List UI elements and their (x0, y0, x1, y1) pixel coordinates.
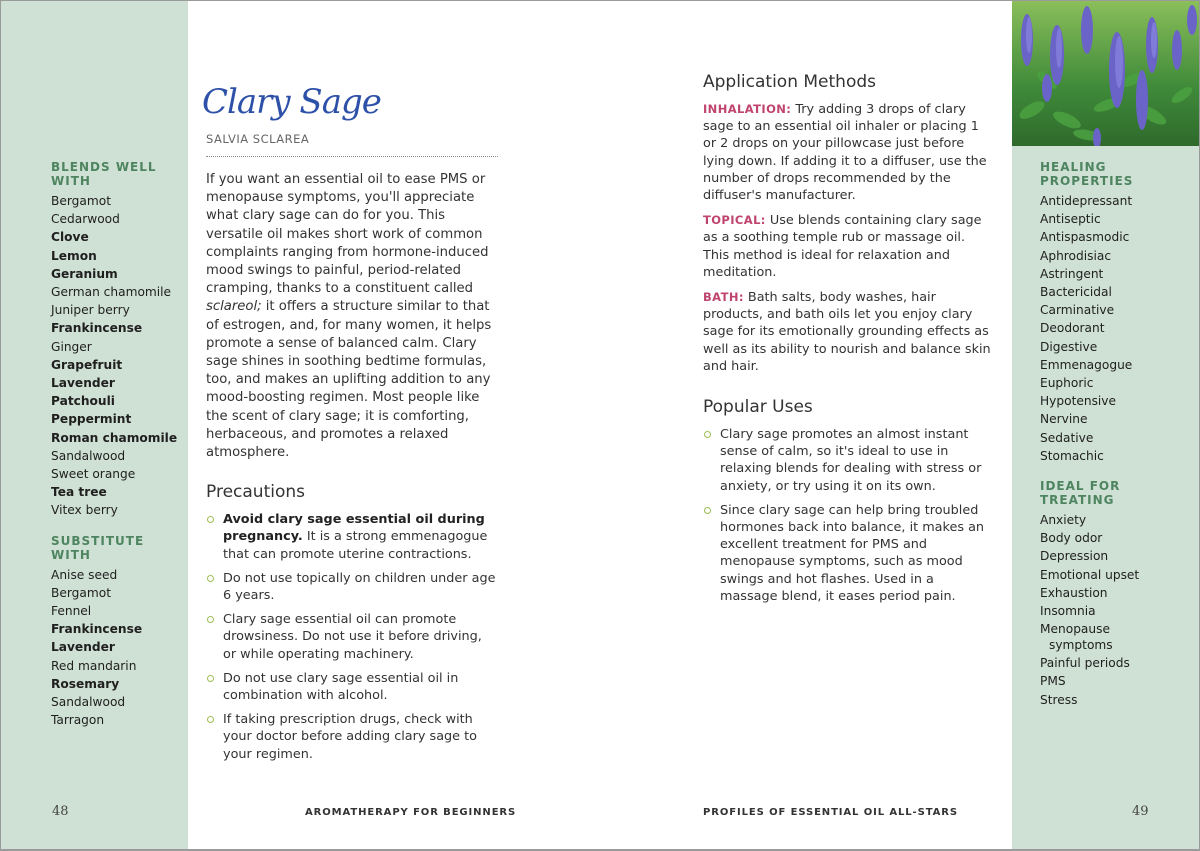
method-label: INHALATION: (703, 102, 792, 116)
list-item: Digestive (1040, 339, 1098, 354)
popular-use-item (703, 502, 993, 605)
list-item: Frankincense (51, 321, 143, 336)
precaution-item (206, 711, 498, 763)
precaution-item (206, 670, 498, 704)
healing-properties-heading: HEALING PROPERTIES (1040, 160, 1134, 188)
list-item: Insomnia (1040, 604, 1096, 619)
list-item: Bergamot (51, 585, 111, 600)
list-item: German chamomile (51, 285, 172, 300)
list-item: Sweet orange (51, 467, 136, 482)
list-item: Red mandarin (51, 658, 137, 673)
list-item: Euphoric (1040, 376, 1094, 391)
clary-sage-photo (1012, 0, 1200, 146)
list-item: Menopause symptoms (1040, 622, 1113, 652)
page-title: Clary Sage (202, 82, 381, 122)
popular-use-text: Since clary sage can help bring troubled hormones back into balance, it makes an excellent treatment for PMS and menopause symptoms, such as mood swings and hot flashes. Used in a massage blend, it eases period pain. (720, 502, 985, 604)
list-item: Lavender (51, 376, 115, 391)
bullet-icon (207, 516, 214, 523)
intro-text-b: it offers a structure similar to that of estrogen, and, for many women, it helps promote a sense of balanced calm. Clary sage shines in soothing bedtime formulas, too, and makes an uplifting addition to any mood-boosting regimen. Most people like the scent of clary sage; it is comforting, herbaceous, and promotes a relaxed atmosphere. (206, 299, 492, 461)
popular-use-text: Clary sage promotes an almost instant sense of calm, so it's ideal to use in relaxing blends for dealing with stress or anxiety, or try using it on its own. (720, 427, 982, 494)
bullet-icon (207, 616, 214, 623)
popular-use-item (703, 426, 993, 495)
list-item: Tarragon (51, 713, 105, 728)
list-item: PMS (1040, 674, 1066, 689)
list-item: Frankincense (51, 622, 143, 637)
popular-uses-list (703, 426, 993, 605)
list-item: Bergamot (51, 194, 111, 208)
list-item: Fennel (51, 604, 92, 619)
running-head-right: PROFILES OF ESSENTIAL OIL ALL-STARS (703, 807, 959, 818)
substitutes-list (51, 566, 186, 730)
intro-italic: sclareol; (206, 299, 262, 315)
list-item: Peppermint (51, 412, 132, 427)
list-item: Depression (1040, 549, 1109, 564)
bullet-icon (704, 431, 711, 438)
left-sidebar (0, 0, 188, 849)
precaution-text: Do not use topically on children under age 6 years. (223, 570, 496, 604)
method-text: Bath salts, body washes, hair products, and bath oils let you enjoy clary sage for its emotionally grounding effects as well as its ability to nourish and balance skin and hair. (703, 290, 991, 374)
left-sidebar-list (51, 160, 186, 729)
substitute-with-heading: SUBSTITUTE WITH (51, 533, 145, 562)
method-text: Use blends containing clary sage as a soothing temple rub or massage oil. This method is ideal for relaxation and meditation. (703, 213, 982, 280)
list-item: Nervine (1040, 412, 1088, 427)
application-methods-heading: Application Methods (703, 72, 877, 92)
precaution-text: Clary sage essential oil can promote drowsiness. Do not use it before driving, or while operating machinery. (223, 612, 482, 662)
right-main-column (703, 72, 993, 612)
precaution-text: It is a strong emmenagogue that can promote uterine contractions. (223, 529, 488, 562)
list-item: Painful periods (1040, 656, 1130, 671)
list-item: Roman chamomile (51, 430, 178, 445)
application-method (703, 212, 993, 281)
intro-paragraph (206, 171, 498, 462)
clary-sage-flowers-icon (1012, 0, 1200, 146)
application-methods-list (703, 101, 993, 375)
list-item: Juniper berry (51, 303, 130, 318)
precaution-text: Do not use clary sage essential oil in combination with alcohol. (223, 670, 459, 704)
dotted-divider (206, 156, 498, 157)
popular-uses-heading: Popular Uses (703, 397, 813, 418)
method-label: BATH: (703, 290, 744, 305)
bullet-icon (207, 675, 214, 682)
list-item: Antidepressant (1040, 194, 1133, 208)
page-number-left: 48 (52, 804, 69, 819)
list-item: Clove (51, 230, 89, 245)
ideal-for-treating-list (1040, 511, 1195, 709)
list-item: Bactericidal (1040, 285, 1112, 300)
precautions-heading: Precautions (206, 482, 305, 503)
list-item: Antiseptic (1040, 212, 1101, 227)
list-item: Anxiety (1040, 513, 1087, 528)
page-number-right: 49 (1132, 804, 1149, 819)
list-item: Emmenagogue (1040, 357, 1133, 372)
running-head-left: AROMATHERAPY FOR BEGINNERS (305, 807, 517, 818)
list-item: Deodorant (1040, 321, 1105, 336)
list-item: Stomachic (1040, 448, 1104, 463)
bullet-icon (704, 507, 711, 514)
ideal-for-treating-heading: IDEAL FOR TREATING (1040, 479, 1121, 508)
application-method (703, 289, 993, 375)
list-item: Emotional upset (1040, 567, 1140, 582)
list-item: Patchouli (51, 394, 115, 409)
bullet-icon (207, 575, 214, 582)
list-item: Carminative (1040, 303, 1115, 318)
list-item: Geranium (51, 266, 118, 281)
right-sidebar-list (1040, 160, 1195, 709)
precaution-item (206, 611, 498, 663)
list-item: Sedative (1040, 430, 1094, 445)
list-item: Exhaustion (1040, 585, 1108, 600)
precaution-item (206, 570, 498, 604)
left-main-column (202, 80, 498, 770)
bullet-icon (207, 716, 214, 723)
list-item: Tea tree (51, 485, 107, 500)
precaution-bold: Avoid clary sage essential oil during pregnancy. (223, 512, 485, 545)
list-item: Rosemary (51, 676, 120, 691)
method-label: TOPICAL: (703, 213, 766, 228)
list-item: Cedarwood (51, 212, 120, 227)
list-item: Hypotensive (1040, 394, 1117, 409)
precaution-item (206, 511, 498, 563)
blends-list (51, 192, 186, 520)
list-item: Astringent (1040, 266, 1104, 281)
list-item: Ginger (51, 339, 92, 354)
intro-text-a: If you want an essential oil to ease PMS or menopause symptoms, you'll appreciate what clary sage can do for you. This versatile oil makes short work of common complaints ranging from hormone-induced mood swings to painful, period-related cramping, thanks to a constituent called (206, 172, 489, 297)
list-item: Grapefruit (51, 357, 123, 372)
list-item: Anise seed (51, 567, 118, 582)
list-item: Lavender (51, 640, 115, 655)
list-item: Antispasmodic (1040, 230, 1130, 245)
precaution-text: If taking prescription drugs, check with your doctor before adding clary sage to your regimen. (223, 712, 477, 762)
method-text: Try adding 3 drops of clary sage to an essential oil inhaler or placing 1 or 2 drops on your pillowcase just before lying down. If adding it to a diffuser, use the number of drops recommended by the diffuser's manufacturer. (703, 102, 987, 204)
latin-name: SALVIA SCLAREA (206, 132, 310, 146)
list-item: Stress (1040, 692, 1078, 707)
blends-well-with-heading: BLENDS WELL WITH (51, 160, 157, 188)
list-item: Sandalwood (51, 695, 126, 710)
precautions-list (206, 511, 498, 763)
list-item: Body odor (1040, 531, 1103, 546)
list-item: Aphrodisiac (1040, 248, 1112, 263)
application-method (703, 101, 993, 204)
healing-properties-list (1040, 192, 1195, 465)
list-item: Lemon (51, 248, 97, 263)
list-item: Sandalwood (51, 448, 126, 463)
list-item: Vitex berry (51, 503, 118, 518)
